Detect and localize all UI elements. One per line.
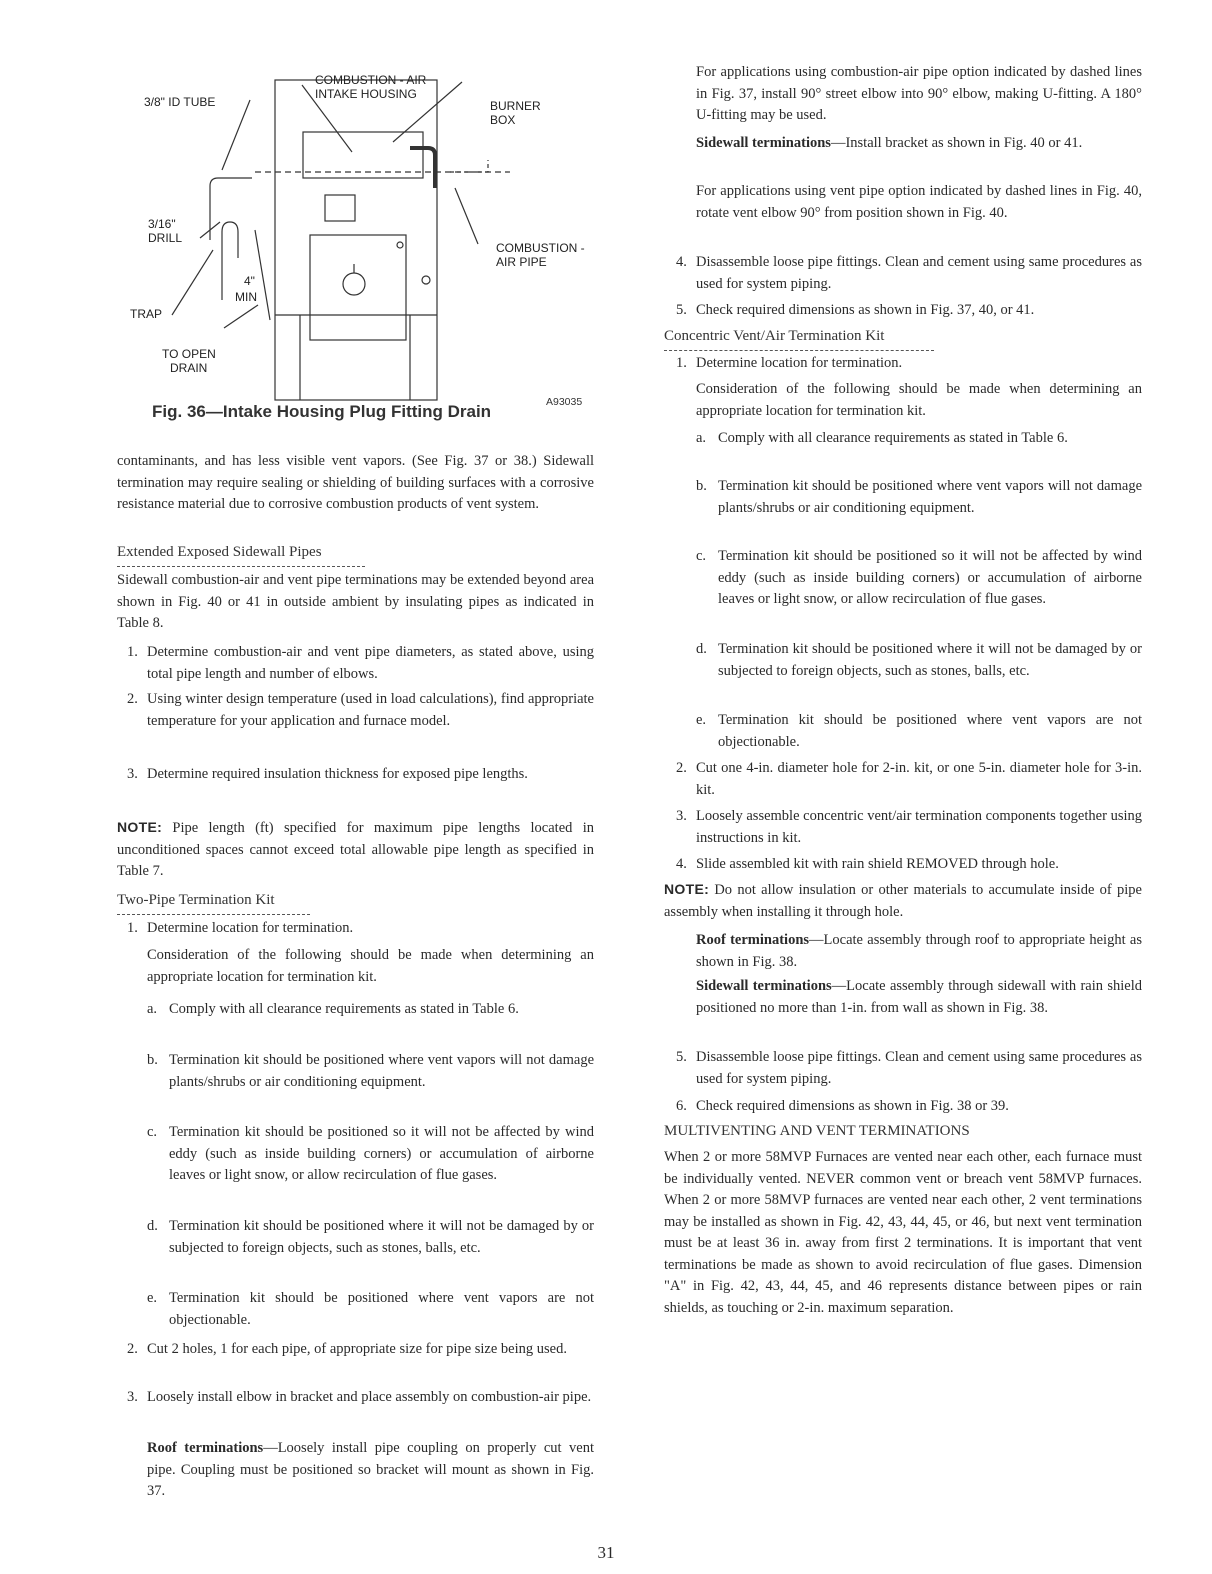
label-burner-box: BURNER BOX [490,99,541,127]
heading-two-pipe: Two-Pipe Termination Kit [117,892,275,908]
figure-code: A93035 [546,396,583,408]
sub-item: Termination kit should be positioned where vent vapors will not damage plants/shrubs or air conditioning equipment. [718,478,1142,516]
list-number: 5. [676,302,687,318]
label-min: 4" MIN [235,274,257,304]
note-label: NOTE: [664,881,710,897]
roof-terminations-paragraph [147,1438,594,1503]
list-item: Using winter design temperature (used in load calculations), find appropriate temperature for your application and furnace model. [147,691,594,729]
sidewall-terminations-lead: Sidewall terminations [696,978,832,994]
note-label: NOTE: [117,819,163,835]
list-item: Determine required insulation thickness for exposed pipe lengths. [147,766,528,782]
sidewall-terminations-text: —Install bracket as shown in Fig. 40 or 41. [830,135,1083,151]
note-text: Pipe length (ft) specified for maximum pipe lengths located in unconditioned spaces cannot exceed total allowable pipe length as specified in Table 7. [117,820,594,879]
heading-extended-exposed: Extended Exposed Sidewall Pipes [117,544,322,560]
label-trap: TRAP [130,307,163,321]
list-number: 1. [676,355,687,371]
heading-concentric: Concentric Vent/Air Termination Kit [664,328,885,344]
sub-letter: d. [147,1218,158,1234]
heading-rule [664,350,934,351]
label-combustion-air-pipe: COMBUSTION -AIR PIPE [496,241,585,269]
sidewall-terminations-paragraph [696,976,1142,1019]
sub-item: Comply with all clearance requirements as stated in Table 6. [718,430,1068,446]
sub-letter: e. [696,712,707,728]
sub-item: Termination kit should be positioned where vent vapors are not objectionable. [169,1290,594,1328]
list-number: 2. [127,691,138,707]
label-drill: 3/16" DRILL [148,217,183,245]
sub-letter: c. [147,1124,158,1140]
sidewall-terminations-lead: Sidewall terminations [696,135,831,151]
label-to-open-drain: TO OPEN DRAIN [162,347,216,375]
sub-item: Termination kit should be positioned where vent vapors are not objectionable. [718,712,1142,750]
list-number: 4. [676,856,687,872]
list-number: 4. [676,254,687,270]
sub-letter: d. [696,641,707,657]
list-number: 1. [127,644,138,660]
sub-item: Termination kit should be positioned so it will not be affected by wind eddy (such as inside building corners) or accumulation of airborne leaves or light snow, or allow recirculation of flue gases. [169,1124,594,1183]
roof-terminations-paragraph [696,930,1142,973]
label-id-tube: 3/8" ID TUBE [144,95,216,109]
sub-letter: a. [147,1001,158,1017]
list-item: Slide assembled kit with rain shield REMOVED through hole. [696,856,1059,872]
list-number: 1. [127,920,138,936]
list-number: 3. [127,766,138,782]
consideration-paragraph: Consideration of the following should be made when determining an appropriate location for termination kit. [696,381,1142,419]
right-note [664,879,1142,923]
page-number: 31 [597,1543,615,1562]
heading-multiventing: MULTIVENTING AND VENT TERMINATIONS [664,1123,970,1139]
list-item: Loosely assemble concentric vent/air termination components together using instructions in kit. [696,808,1142,846]
figure-36-diagram [110,60,610,405]
sub-letter: b. [147,1052,158,1068]
sub-letter: e. [147,1290,158,1306]
right-paragraph-3: For applications using vent pipe option indicated by dashed lines in Fig. 40, rotate vent elbow 90° from position shown in Fig. 40. [696,183,1142,221]
sidewall-terminations-paragraph [696,133,1142,155]
list-item: Check required dimensions as shown in Fig. 38 or 39. [696,1098,1009,1114]
sidewall-terminations-text: —Locate assembly through sidewall with rain shield positioned no more than 1-in. from wall as shown in Fig. 38. [696,978,1142,1016]
heading-rule [117,566,365,567]
roof-terminations-text: —Loosely install pipe coupling on properly cut vent pipe. Coupling must be positioned so bracket will mount as shown in Fig. 37. [147,1440,594,1499]
note-text: Do not allow insulation or other materials to accumulate inside of pipe assembly when installing it through hole. [664,882,1142,920]
label-combustion-air-intake: COMBUSTION - AIR INTAKE HOUSING [315,73,427,101]
list-number: 5. [676,1049,687,1065]
list-number: 3. [676,808,687,824]
list-item: Check required dimensions as shown in Fig. 37, 40, or 41. [696,302,1035,318]
multiventing-paragraph: When 2 or more 58MVP Furnaces are vented near each other, each furnace must be individually vented. NEVER common vent or breach vent 58MVP furnaces. When 2 or more 58MVP furnaces are vented near each other, 2 vent terminations may be installed as shown in Fig. 42, 43, 44, 45, or 46, but next vent termination must be at least 36 in. away from first 2 terminations. It is important that vent terminations be made as shown to avoid recirculation of flue gases. Dimension "A" in Fig. 42, 43, 44, 45, and 46 represents distance between pipes or rain shields, as touching or 2-in. maximum separation. [664,1149,1142,1316]
sub-letter: a. [696,430,707,446]
sub-item: Termination kit should be positioned so it will not be affected by wind eddy (such as inside building corners) or accumulation of airborne leaves or light snow, or allow recirculation of flue gases. [718,548,1142,607]
roof-terminations-text: —Locate assembly through roof to appropriate height as shown in Fig. 38. [696,932,1142,970]
extended-paragraph: Sidewall combustion-air and vent pipe terminations may be extended beyond area shown in Fig. 40 or 41 in outside ambient by insulating pipes as indicated in Table 8. [117,572,594,631]
roof-terminations-lead: Roof terminations [147,1440,264,1456]
sub-item: Comply with all clearance requirements as stated in Table 6. [169,1001,519,1017]
list-number: 3. [127,1389,138,1405]
list-number: 2. [127,1341,138,1357]
list-item: Loosely install elbow in bracket and place assembly on combustion-air pipe. [147,1389,592,1405]
consideration-paragraph: Consideration of the following should be made when determining an appropriate location for termination kit. [147,947,594,985]
sub-letter: c. [696,548,707,564]
left-note [117,817,594,883]
list-number: 6. [676,1098,687,1114]
roof-terminations-lead: Roof terminations [696,932,810,948]
sub-item: Termination kit should be positioned where it will not be damaged by or subjected to foreign objects, such as stones, balls, etc. [718,641,1142,679]
list-item: Cut one 4-in. diameter hole for 2-in. kit, or one 5-in. diameter hole for 3-in. kit. [696,760,1142,798]
left-intro-paragraph: contaminants, and has less visible vent vapors. (See Fig. 37 or 38.) Sidewall termination may require sealing or shielding of building surfaces with a corrosive resistance material due to corrosive combustion products of vent system. [117,453,594,512]
sub-item: Termination kit should be positioned where it will not be damaged by or subjected to foreign objects, such as stones, balls, etc. [169,1218,594,1256]
list-number: 2. [676,760,687,776]
sub-letter: b. [696,478,707,494]
list-item: Determine location for termination. [147,920,354,936]
heading-rule [117,914,310,915]
right-paragraph-1: For applications using combustion-air pipe option indicated by dashed lines in Fig. 37, install 90° street elbow into 90° elbow, making U-fitting. A 180° U-fitting may be used. [696,64,1142,123]
list-item: Disassemble loose pipe fittings. Clean and cement using same procedures as used for system piping. [696,1049,1142,1087]
list-item: Determine combustion-air and vent pipe diameters, as stated above, using total pipe length and number of elbows. [147,644,594,682]
list-item: Disassemble loose pipe fittings. Clean and cement using same procedures as used for system piping. [696,254,1142,292]
list-item: Determine location for termination. [696,355,903,371]
sub-item: Termination kit should be positioned where vent vapors will not damage plants/shrubs or air conditioning equipment. [169,1052,594,1090]
figure-caption: Fig. 36—Intake Housing Plug Fitting Drain [152,402,492,421]
list-item: Cut 2 holes, 1 for each pipe, of appropriate size for pipe size being used. [147,1341,567,1357]
